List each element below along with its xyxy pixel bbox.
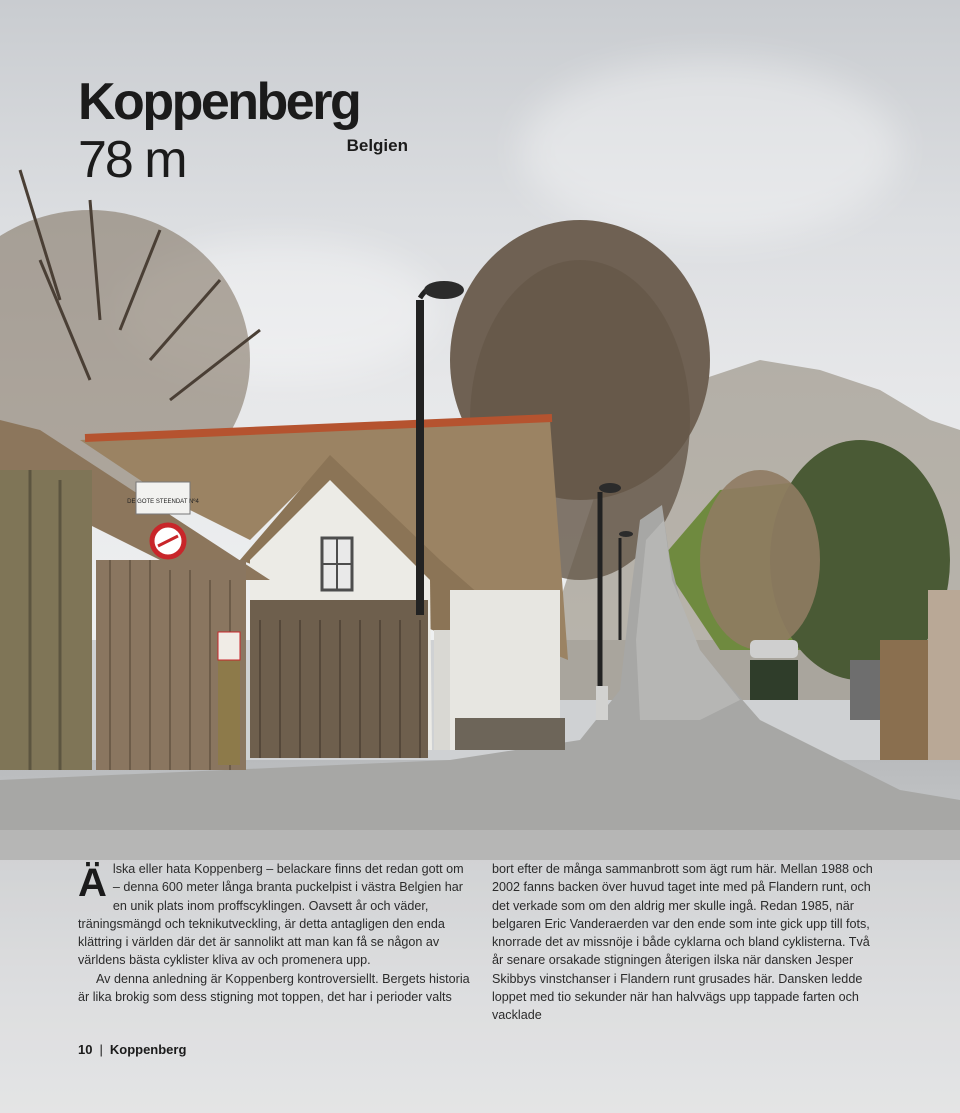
left-gate: [0, 470, 92, 770]
page-title: Koppenberg: [78, 73, 360, 131]
headline-block: [78, 72, 410, 188]
footer-separator: |: [99, 1042, 103, 1057]
climb-height: 78 m: [78, 131, 186, 189]
article-paragraph: Av denna anledning är Koppenberg kontroversiellt. Bergets historia är lika brokig som dess stigning mot toppen, det har i perioder valts: [78, 971, 470, 1005]
drop-cap: Ä: [78, 861, 107, 905]
street-sign: [136, 482, 190, 514]
paragraph-text: lska eller hata Koppenberg – belackare finns det redan gott om – denna 600 meter långa branta puckelpist i västra Belgien har en unik plats inom proffscyklingen. Oavsett år och väder, träningsmängd och teknikutveckling, är detta antagligen den enda klättring i världen där det är sannolikt att man kan få se någon av världens bästa cyklister kliva av och promenera upp.: [78, 862, 464, 968]
article-paragraph: bort efter de många sammanbrott som ägt rum här. Mellan 1988 och 2002 fanns backen över huvud taget inte med på Flandern runt, och det verkade som om den aldrig mer skulle ingå. Redan 1985, när belgaren Eric Vanderaerden var den ende som inte gick upp till fots, knorrade det av missnöje i både cyklarna och bland cyklisterna. Två år senare orsakade stigningen återigen ilska när dansken Jesper Skibbys vinstchanser i Flandern runt grusades här. Dansken ledde loppet med tio sekunder när han halvvägs upp tappade farten och vacklade: [492, 862, 873, 1023]
page-footer: [78, 1042, 186, 1057]
article-column-left: [78, 860, 470, 1006]
car: [750, 640, 798, 658]
article-paragraph: [78, 860, 470, 970]
page-number: 10: [78, 1042, 93, 1057]
country-label: Belgien: [346, 136, 408, 155]
section-name: Koppenberg: [109, 1042, 187, 1057]
article-column-right: [492, 860, 882, 1025]
street-sign-text: DE GOTE STEENDAT Nº4: [127, 499, 199, 505]
